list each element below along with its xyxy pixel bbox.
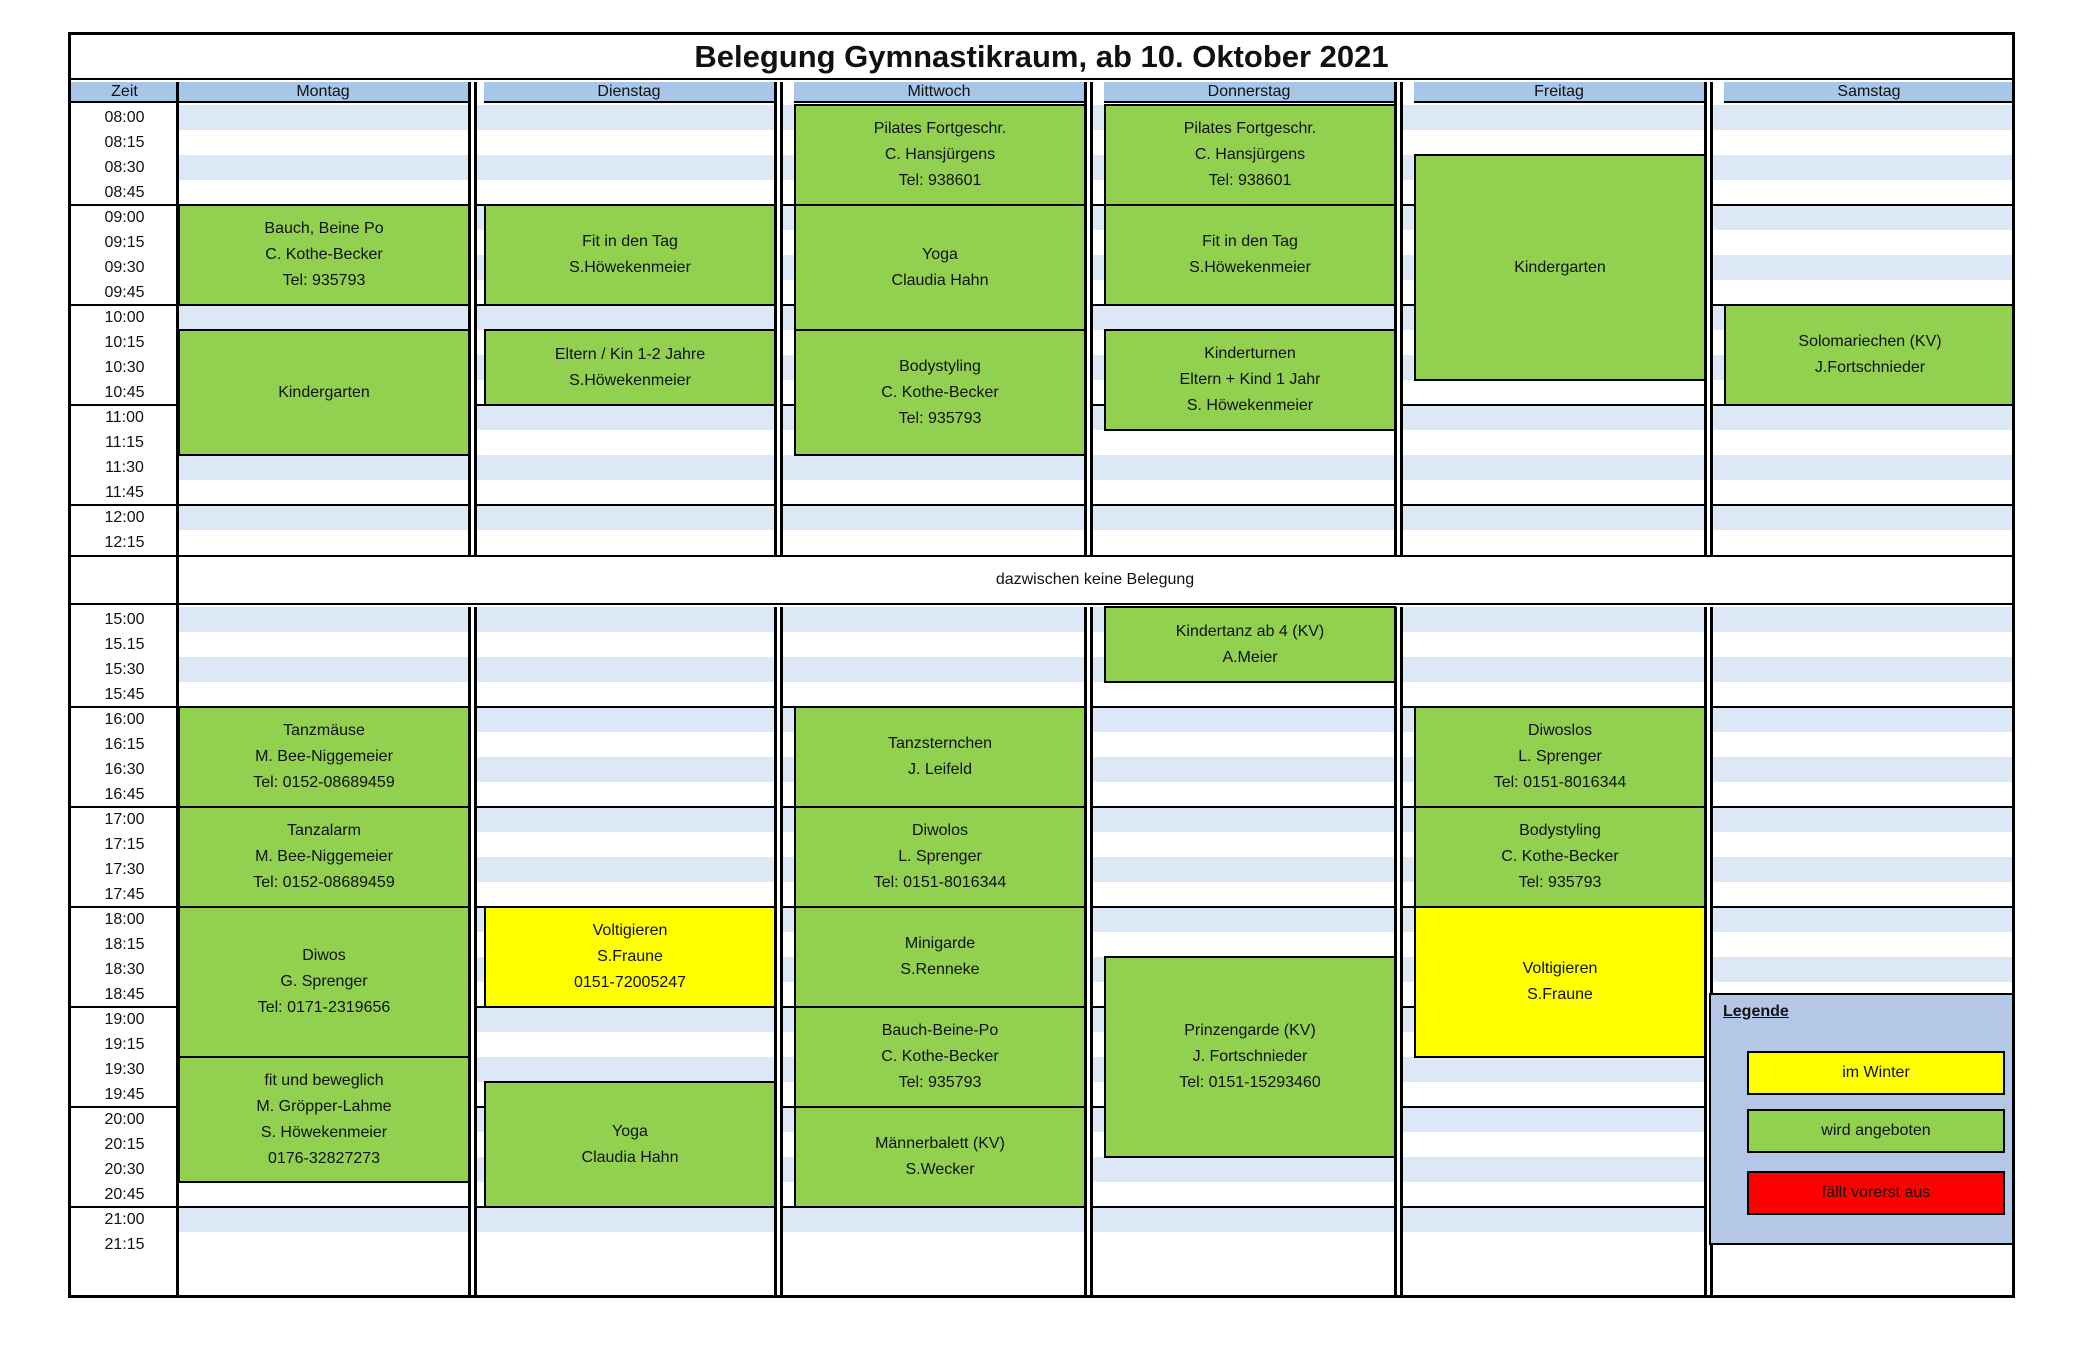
course-line: Diwolos	[911, 822, 968, 839]
course-line: J. Fortschnieder	[1192, 1048, 1308, 1065]
time-label: 17:00	[104, 811, 145, 828]
time-label: 10:15	[104, 334, 145, 351]
course-line: M. Bee-Niggemeier	[255, 848, 393, 865]
course-block-donnerstag	[1104, 329, 1396, 431]
time-label: 17:45	[104, 886, 145, 903]
header-day-freitag: Freitag	[1414, 82, 1704, 103]
hour-divider	[71, 504, 2012, 506]
course-line: C. Kothe-Becker	[881, 383, 999, 401]
course-block-mittwoch	[794, 329, 1086, 456]
time-label: 17:30	[104, 861, 145, 878]
course-block-dienstag	[484, 906, 776, 1008]
course-line: Kinderturnen	[1204, 345, 1296, 362]
course-line: J. Leifeld	[907, 761, 973, 778]
time-label: 10:30	[104, 359, 145, 376]
course-line: M. Bee-Niggemeier	[255, 748, 393, 765]
course-block-mittwoch	[794, 906, 1086, 1008]
time-label: 18:30	[104, 961, 145, 978]
course-line: Diwoslos	[1527, 722, 1592, 739]
time-label: 08:30	[104, 159, 145, 176]
course-block-montag	[178, 204, 470, 306]
course-line: Pilates Fortgeschr.	[1183, 120, 1317, 137]
course-line: J.Fortschnieder	[1814, 359, 1926, 376]
course-line: Männerbalett (KV)	[875, 1135, 1005, 1152]
course-line: Minigarde	[904, 935, 976, 952]
header-day-montag: Montag	[178, 82, 468, 103]
time-label: 17:15	[104, 836, 145, 853]
course-block-montag	[178, 329, 470, 456]
course-block-montag	[178, 1056, 470, 1183]
course-line: M. Gröpper-Lahme	[256, 1097, 392, 1115]
course-line: Bauch-Beine-Po	[881, 1022, 999, 1039]
course-line: Bauch, Beine Po	[264, 220, 384, 237]
time-label: 19:00	[104, 1011, 145, 1028]
course-line: C. Kothe-Becker	[1501, 848, 1619, 865]
header-day-mittwoch: Mittwoch	[794, 82, 1084, 103]
time-label: 18:00	[104, 911, 145, 928]
time-label: 21:00	[104, 1211, 145, 1228]
course-line: Tanzalarm	[287, 822, 361, 839]
course-line: Fit in den Tag	[1202, 233, 1298, 250]
time-label: 19:45	[104, 1086, 145, 1103]
page-title: Belegung Gymnastikraum, ab 10. Oktober 2021	[71, 35, 2012, 80]
course-block-freitag	[1414, 706, 1706, 808]
course-line: A.Meier	[1222, 648, 1278, 666]
time-label: 20:30	[104, 1161, 145, 1178]
course-block-freitag	[1414, 154, 1706, 381]
legend-item-winter: im Winter	[1747, 1051, 2005, 1095]
course-block-montag	[178, 806, 470, 908]
time-label: 09:30	[104, 259, 145, 276]
time-label: 09:00	[104, 209, 145, 226]
course-line: S.Fraune	[1527, 986, 1593, 1003]
course-line: Bodystyling	[899, 357, 981, 375]
course-line: 0176-32827273	[267, 1149, 381, 1167]
course-block-mittwoch	[794, 1006, 1086, 1108]
time-label: 16:30	[104, 761, 145, 778]
header-day-donnerstag: Donnerstag	[1104, 82, 1394, 103]
time-label: 11:45	[105, 484, 144, 501]
course-line: 0151-72005247	[573, 974, 687, 991]
course-line: Tel: 0151-8016344	[1493, 774, 1627, 791]
row-stripe	[178, 105, 2012, 130]
course-line: C. Kothe-Becker	[265, 246, 383, 263]
time-label: 15:00	[104, 611, 145, 628]
time-label: 21:15	[104, 1236, 145, 1253]
course-line: C. Kothe-Becker	[881, 1048, 999, 1065]
course-block-mittwoch	[794, 104, 1086, 206]
course-block-dienstag	[484, 204, 776, 306]
time-label: 20:45	[104, 1186, 145, 1203]
time-label: 16:00	[104, 711, 145, 728]
course-line: S.Renneke	[900, 961, 980, 978]
course-line: L. Sprenger	[898, 848, 982, 865]
course-line: Tel: 0171-2319656	[257, 999, 391, 1016]
course-line: Tel: 938601	[898, 172, 982, 189]
course-line: Fit in den Tag	[582, 233, 678, 250]
time-label: 11:15	[105, 434, 144, 451]
time-label: 18:45	[104, 986, 145, 1003]
header-day-samstag: Samstag	[1724, 82, 2014, 103]
header-day-dienstag: Dienstag	[484, 82, 774, 103]
course-line: S.Höwekenmeier	[1189, 259, 1311, 276]
course-line: Tel: 935793	[898, 409, 982, 427]
course-line: S. Höwekenmeier	[260, 1123, 388, 1141]
time-label: 08:15	[104, 134, 145, 151]
time-label: 20:00	[104, 1111, 145, 1128]
course-line: Voltigieren	[592, 922, 668, 939]
row-stripe	[178, 155, 2012, 180]
row-stripe	[178, 607, 2012, 632]
pause-left	[71, 555, 178, 605]
course-block-donnerstag	[1104, 204, 1396, 306]
time-label: 11:00	[105, 409, 144, 426]
time-label: 10:00	[104, 309, 145, 326]
course-line: Kindergarten	[278, 383, 370, 401]
time-label: 09:15	[104, 234, 145, 251]
row-stripe	[178, 505, 2012, 530]
time-label: 20:15	[104, 1136, 145, 1153]
course-line: Claudia Hahn	[891, 271, 989, 289]
time-label: 18:15	[104, 936, 145, 953]
course-line: Voltigieren	[1522, 960, 1598, 977]
time-label: 12:15	[104, 534, 145, 551]
course-line: Tel: 935793	[898, 1074, 982, 1091]
course-line: Bodystyling	[1519, 822, 1601, 839]
time-label: 15:30	[104, 661, 145, 678]
course-line: Diwos	[302, 947, 346, 964]
course-line: Prinzengarde (KV)	[1184, 1022, 1316, 1039]
course-block-mittwoch	[794, 706, 1086, 808]
course-line: S.Höwekenmeier	[569, 371, 691, 389]
time-label: 08:45	[104, 184, 145, 201]
legend-item-ausfall: fällt vorerst aus	[1747, 1171, 2005, 1215]
course-line: C. Hansjürgens	[884, 146, 996, 163]
course-line: fit und beweglich	[264, 1071, 384, 1089]
course-block-freitag	[1414, 906, 1706, 1058]
course-line: C. Hansjürgens	[1194, 146, 1306, 163]
course-line: Tel: 938601	[1208, 172, 1292, 189]
course-line: S.Wecker	[905, 1161, 975, 1178]
course-block-mittwoch	[794, 204, 1086, 331]
course-block-montag	[178, 906, 470, 1058]
course-line: S.Höwekenmeier	[569, 259, 691, 276]
course-line: S. Höwekenmeier	[1186, 397, 1314, 414]
pause-row: dazwischen keine Belegung	[178, 555, 2012, 605]
course-line: Tanzmäuse	[283, 722, 365, 739]
course-line: L. Sprenger	[1518, 748, 1602, 765]
course-line: Kindergarten	[1514, 258, 1606, 276]
course-line: Yoga	[612, 1122, 648, 1140]
time-label: 15.15	[104, 636, 145, 653]
time-label: 12:00	[104, 509, 145, 526]
course-block-dienstag	[484, 1081, 776, 1208]
course-line: Eltern / Kin 1-2 Jahre	[554, 345, 706, 363]
schedule-sheet	[68, 32, 2015, 1298]
course-line: Tel: 0152-08689459	[253, 774, 395, 791]
course-line: Tel: 0152-08689459	[253, 874, 395, 891]
course-line: Yoga	[922, 245, 958, 263]
time-label: 10:45	[104, 384, 145, 401]
course-line: Solomariechen (KV)	[1798, 333, 1942, 350]
course-block-montag	[178, 706, 470, 808]
time-label: 11:30	[105, 459, 144, 476]
row-stripe	[178, 657, 2012, 682]
course-block-samstag	[1724, 304, 2015, 406]
time-label: 16:15	[104, 736, 145, 753]
course-line: Claudia Hahn	[581, 1148, 679, 1166]
course-line: Pilates Fortgeschr.	[873, 120, 1007, 137]
legend-title: Legende	[1723, 1003, 1789, 1020]
header-zeit: Zeit	[71, 82, 178, 103]
time-label: 15:45	[104, 686, 145, 703]
course-line: Eltern + Kind 1 Jahr	[1179, 371, 1321, 388]
time-label: 19:15	[104, 1036, 145, 1053]
course-block-donnerstag	[1104, 606, 1396, 683]
course-block-dienstag	[484, 329, 776, 406]
time-label: 08:00	[104, 109, 145, 126]
course-block-donnerstag	[1104, 104, 1396, 206]
course-block-freitag	[1414, 806, 1706, 908]
course-line: Tanzsternchen	[887, 735, 993, 752]
legend-item-angeboten: wird angeboten	[1747, 1109, 2005, 1153]
course-block-mittwoch	[794, 1106, 1086, 1208]
time-label: 16:45	[104, 786, 145, 803]
column-gap	[468, 82, 477, 555]
column-gap	[774, 82, 783, 555]
course-line: S.Fraune	[597, 948, 663, 965]
row-stripe	[178, 455, 2012, 480]
column-gap	[1394, 607, 1403, 1295]
course-block-donnerstag	[1104, 956, 1396, 1158]
course-line: Kindertanz ab 4 (KV)	[1175, 622, 1325, 640]
legend-box	[1709, 993, 2015, 1245]
time-label: 09:45	[104, 284, 145, 301]
course-block-mittwoch	[794, 806, 1086, 908]
course-line: Tel: 0151-8016344	[873, 874, 1007, 891]
course-line: Tel: 935793	[282, 272, 366, 289]
course-line: G. Sprenger	[280, 973, 368, 990]
time-label: 19:30	[104, 1061, 145, 1078]
course-line: Tel: 935793	[1518, 874, 1602, 891]
course-line: Tel: 0151-15293460	[1179, 1074, 1321, 1091]
